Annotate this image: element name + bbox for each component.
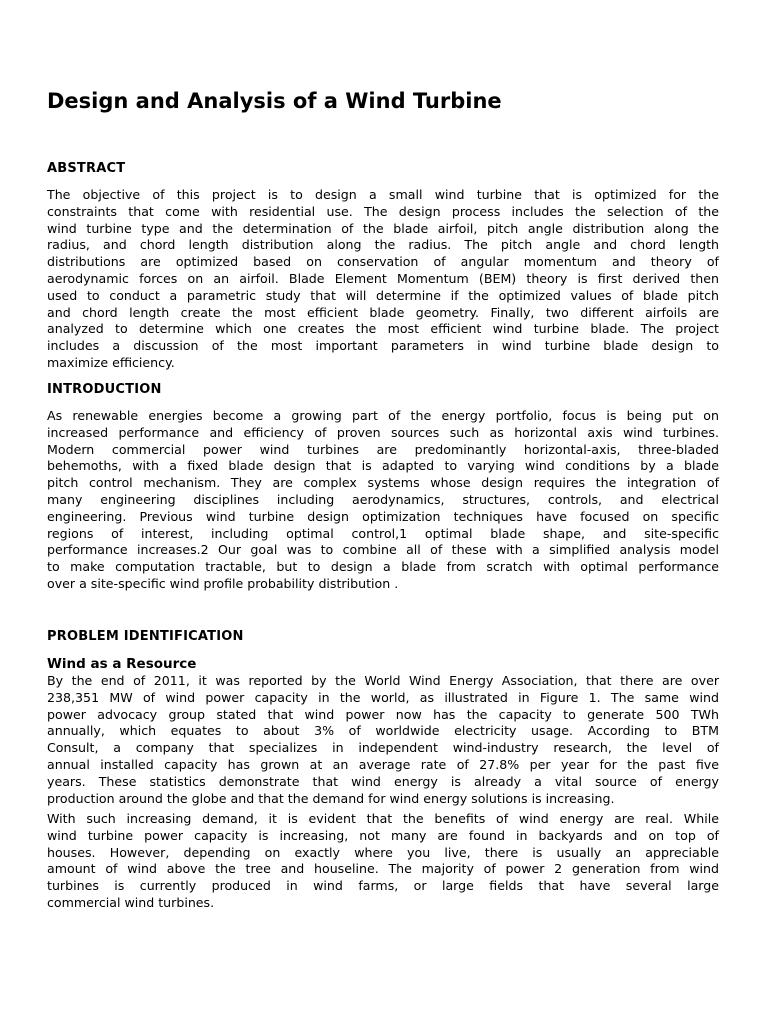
- text-line: performance increases.2 Our goal was to combine all of these with a simplified analysis model: [47, 542, 719, 558]
- text-line: radius, and chord length distribution along the radius. The pitch angle and chord length: [47, 237, 719, 253]
- abstract-heading: ABSTRACT: [47, 161, 126, 176]
- wind-resource-paragraph-1: [47, 673, 719, 807]
- text-line: pitch control mechanism. They are complex systems whose design requires the integration of: [47, 475, 719, 491]
- wind-resource-subheading: Wind as a Resource: [47, 656, 197, 672]
- text-line: years. These statistics demonstrate that wind energy is already a vital source of energy: [47, 773, 719, 789]
- text-line: commercial wind turbines.: [47, 894, 215, 910]
- text-line: Consult, a company that specializes in independent wind-industry research, the level of: [47, 740, 719, 756]
- text-line: engineering. Previous wind turbine design optimization techniques have focused on specific: [47, 508, 719, 524]
- document-title: Design and Analysis of a Wind Turbine: [47, 89, 502, 113]
- text-line: increased performance and efficiency of proven sources such as horizontal axis wind turbines.: [47, 424, 719, 440]
- text-line: amount of wind above the tree and houseline. The majority of power 2 generation from wind: [47, 861, 719, 877]
- text-line: aerodynamic forces on an airfoil. Blade Element Momentum (BEM) theory is first derived then: [47, 270, 719, 286]
- text-line: maximize efficiency.: [47, 354, 175, 370]
- text-line: wind turbine type and the determination of the blade airfoil, pitch angle distribution along the: [47, 220, 719, 236]
- text-line: distributions are optimized based on conservation of angular momentum and theory of: [47, 254, 719, 270]
- problem-identification-heading: PROBLEM IDENTIFICATION: [47, 629, 244, 644]
- text-line: annual installed capacity has grown at an average rate of 27.8% per year for the past five: [47, 756, 719, 772]
- text-line: to make computation tractable, but to design a blade from scratch with optimal performance: [47, 559, 719, 575]
- text-line: Modern commercial power wind turbines are predominantly horizontal-axis, three-bladed: [47, 441, 719, 457]
- text-line: annually, which equates to about 3% of worldwide electricity usage. According to BTM: [47, 723, 719, 739]
- text-line: behemoths, with a fixed blade design that is adapted to varying wind conditions by a blade: [47, 458, 719, 474]
- text-line: over a site-specific wind profile probability distribution .: [47, 575, 399, 591]
- text-line: analyzed to determine which one creates the most efficient wind turbine blade. The project: [47, 321, 719, 337]
- text-line: used to conduct a parametric study that will determine if the optimized values of blade pitch: [47, 287, 719, 303]
- text-line: constraints that come with residential use. The design process includes the selection of the: [47, 203, 719, 219]
- text-line: With such increasing demand, it is evident that the benefits of wind energy are real. While: [47, 811, 719, 826]
- abstract-paragraph: [47, 187, 719, 372]
- text-line: power advocacy group stated that wind power now has the capacity to generate 500 TWh: [47, 706, 719, 722]
- text-line: includes a discussion of the most important parameters in wind turbine blade design to: [47, 338, 719, 354]
- introduction-heading: INTRODUCTION: [47, 382, 162, 397]
- wind-resource-paragraph-2: [47, 811, 719, 912]
- text-line: wind turbine power capacity is increasing, not many are found in backyards and on top of: [47, 827, 719, 843]
- text-line: The objective of this project is to design a small wind turbine that is optimized for the: [47, 187, 719, 202]
- text-line: houses. However, depending on exactly where you live, there is usually an appreciable: [47, 844, 719, 860]
- text-line: and chord length create the most efficient blade geometry. Finally, two different airfoils are: [47, 304, 719, 320]
- text-line: 238,351 MW of wind power capacity in the world, as illustrated in Figure 1. The same wind: [47, 689, 719, 705]
- text-line: many engineering disciplines including aerodynamics, structures, controls, and electrical: [47, 491, 719, 507]
- text-line: turbines is currently produced in wind farms, or large fields that have several large: [47, 878, 719, 894]
- text-line: production around the globe and that the demand for wind energy solutions is increasing.: [47, 790, 615, 806]
- text-line: As renewable energies become a growing part of the energy portfolio, focus is being put on: [47, 408, 719, 423]
- text-line: regions of interest, including optimal control,1 optimal blade shape, and site-specific: [47, 525, 719, 541]
- introduction-paragraph: [47, 408, 719, 593]
- text-line: By the end of 2011, it was reported by the World Wind Energy Association, that there are over: [47, 673, 719, 688]
